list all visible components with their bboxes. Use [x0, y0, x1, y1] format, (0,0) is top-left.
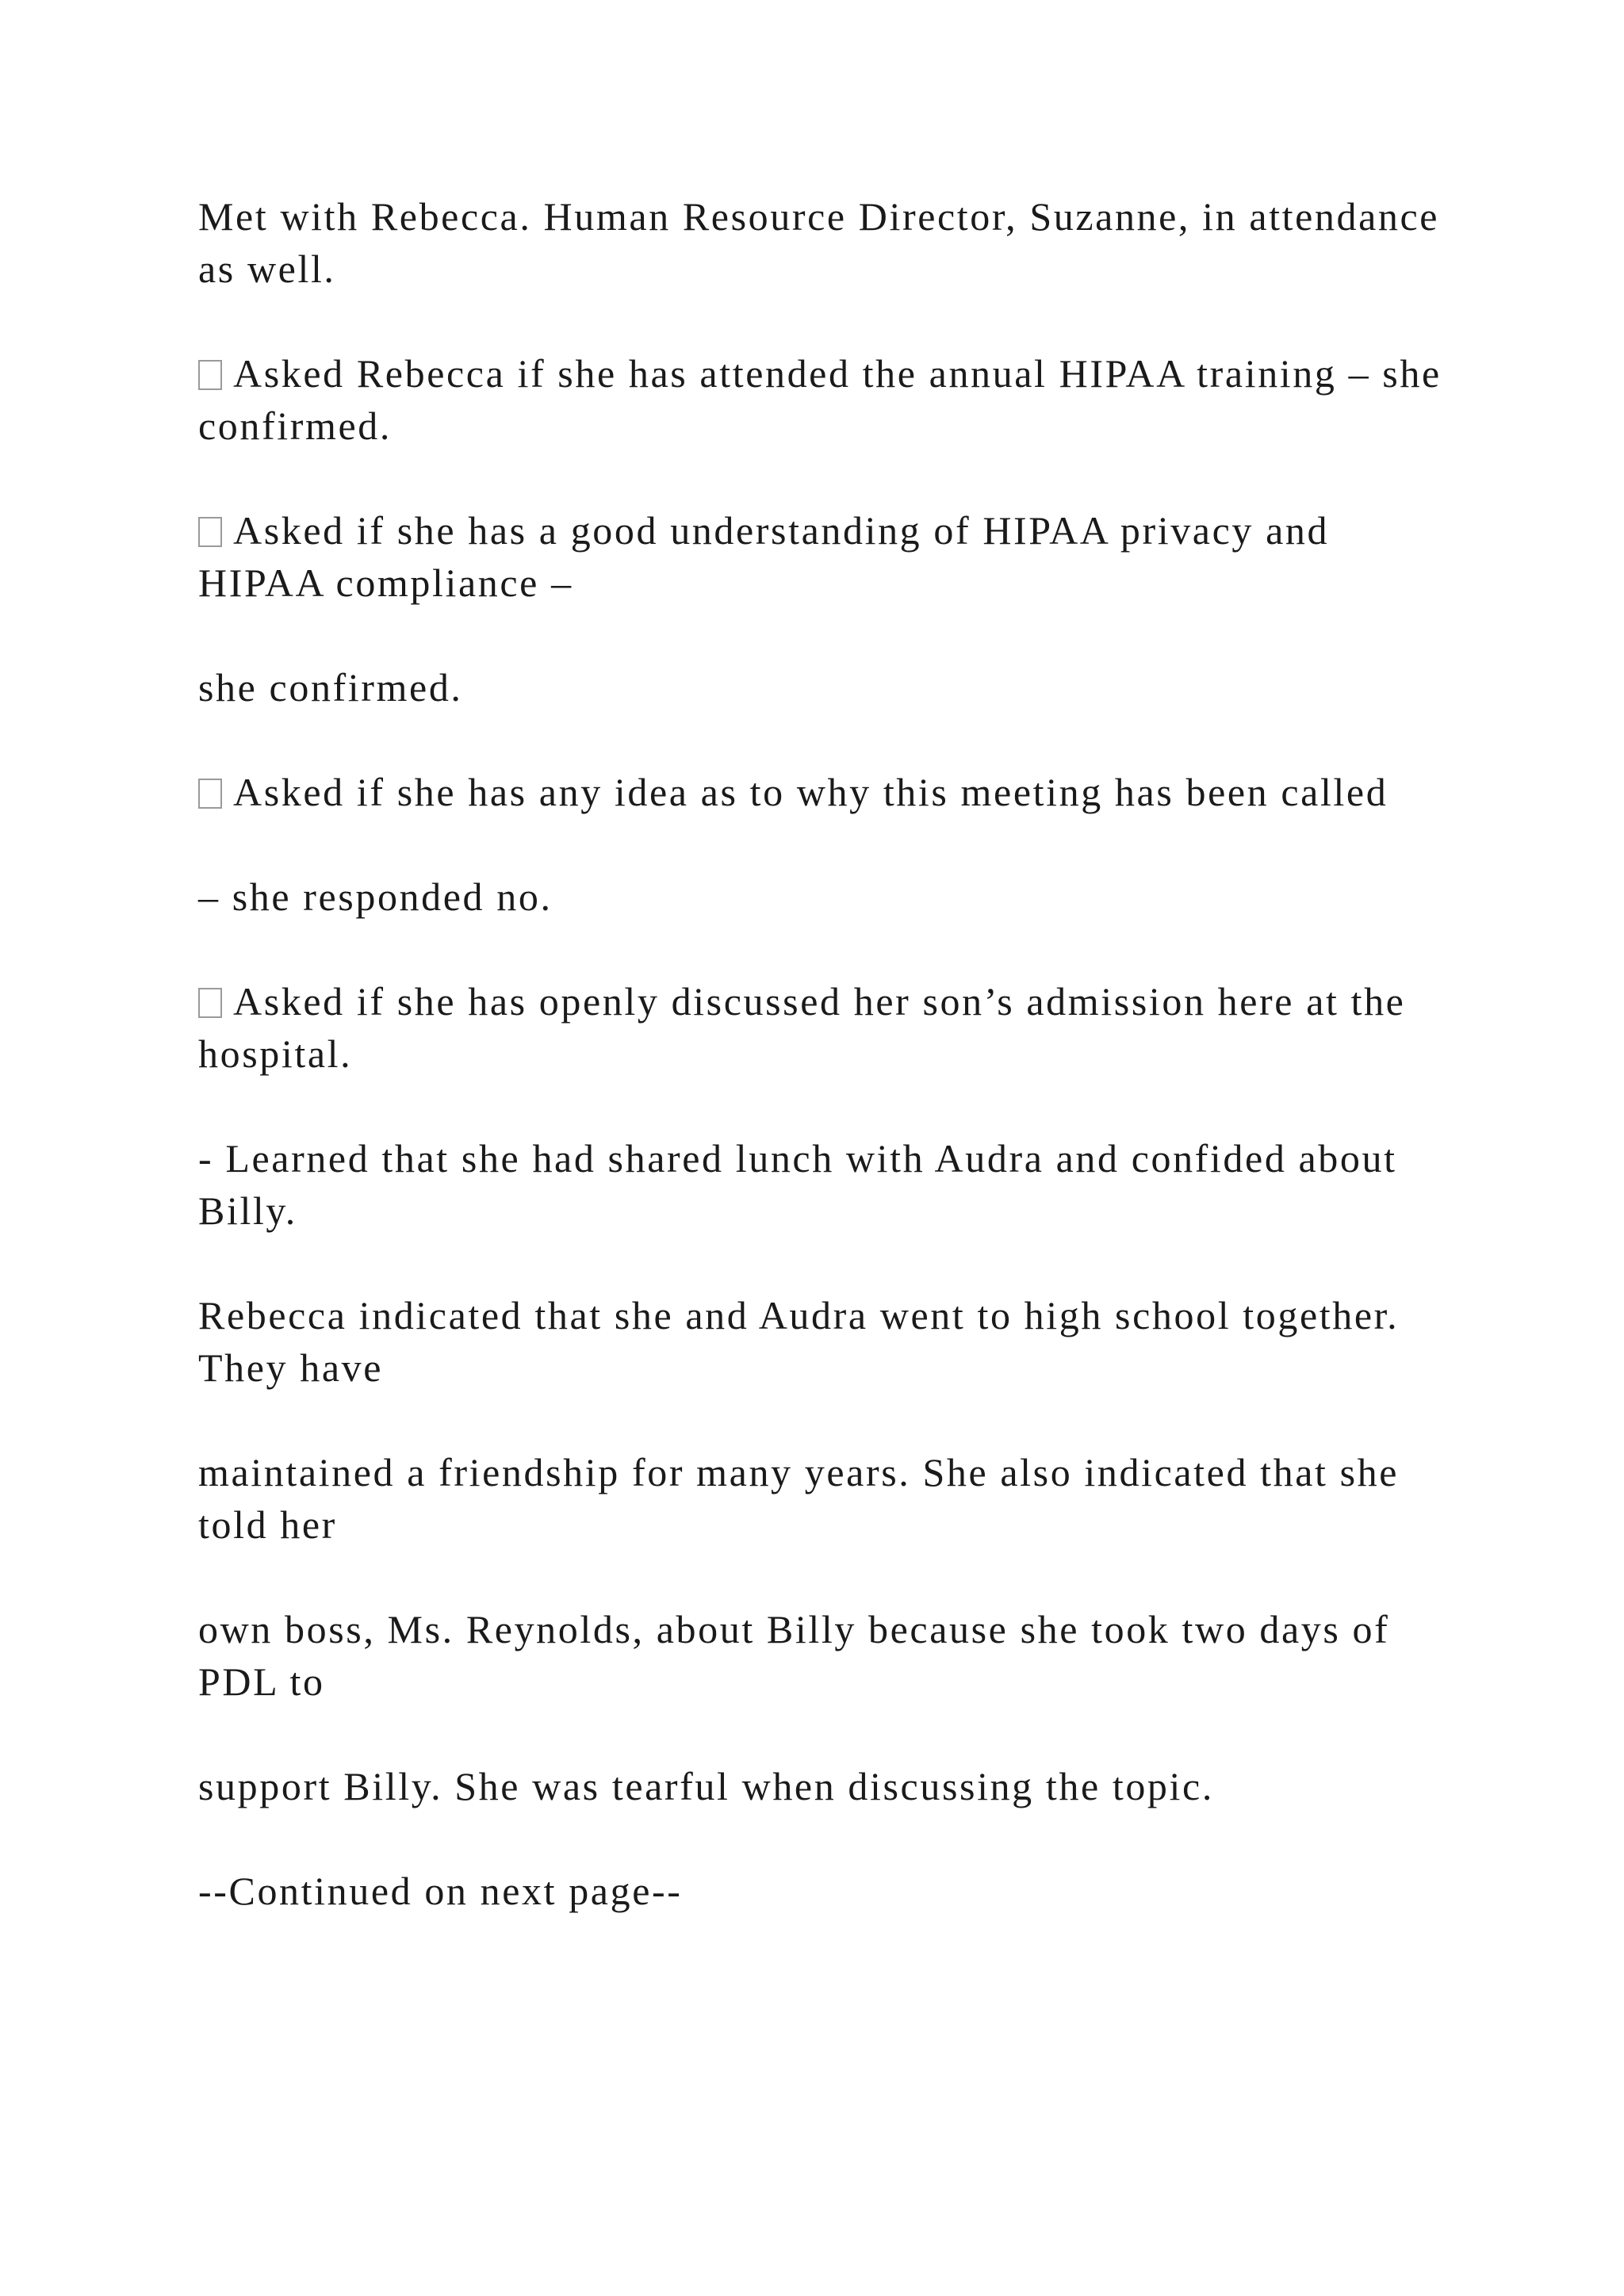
paragraph-shared-lunch [198, 1132, 1451, 1237]
paragraph-text: Asked if she has openly discussed her son’s admission here at the hospital. [198, 979, 1406, 1076]
paragraph-text: own boss, Ms. Reynolds, about Billy because she took two days of PDL to [198, 1607, 1390, 1704]
paragraph-text: Met with Rebecca. Human Resource Director, Suzanne, in attendance as well. [198, 194, 1440, 291]
bullet-item-meeting-reason [198, 766, 1451, 818]
bullet-item-hipaa-understanding [198, 504, 1451, 609]
paragraph-own-boss [198, 1603, 1451, 1708]
paragraph-support-billy [198, 1760, 1451, 1812]
paragraph-text: - Learned that she had shared lunch with Audra and confided about Billy. [198, 1136, 1397, 1233]
paragraph-text: Asked if she has any idea as to why this meeting has been called [233, 770, 1388, 814]
paragraph-responded-no [198, 871, 1451, 923]
paragraph-friendship [198, 1446, 1451, 1551]
missing-glyph-box-icon [198, 360, 222, 390]
paragraph-text: Rebecca indicated that she and Audra went to high school together. They have [198, 1293, 1400, 1390]
document-body [198, 190, 1451, 1969]
paragraph-text: she confirmed. [198, 665, 463, 710]
paragraph-text: --Continued on next page-- [198, 1869, 683, 1913]
bullet-item-son-admission [198, 975, 1451, 1080]
missing-glyph-box-icon [198, 517, 222, 547]
paragraph-text: support Billy. She was tearful when discussing the topic. [198, 1764, 1214, 1808]
continued-on-next-page [198, 1865, 1451, 1917]
missing-glyph-box-icon [198, 779, 222, 809]
bullet-item-hipaa-training [198, 347, 1451, 452]
paragraph-text: Asked if she has a good understanding of HIPAA privacy and HIPAA compliance – [198, 508, 1330, 605]
paragraph-text: – she responded no. [198, 874, 553, 919]
paragraph-she-confirmed [198, 661, 1451, 714]
paragraph-high-school [198, 1289, 1451, 1394]
missing-glyph-box-icon [198, 988, 222, 1018]
paragraph-text: Asked Rebecca if she has attended the annual HIPAA training – she confirmed. [198, 351, 1442, 448]
paragraph-meeting-attendees [198, 190, 1451, 295]
paragraph-text: maintained a friendship for many years. She also indicated that she told her [198, 1450, 1400, 1547]
